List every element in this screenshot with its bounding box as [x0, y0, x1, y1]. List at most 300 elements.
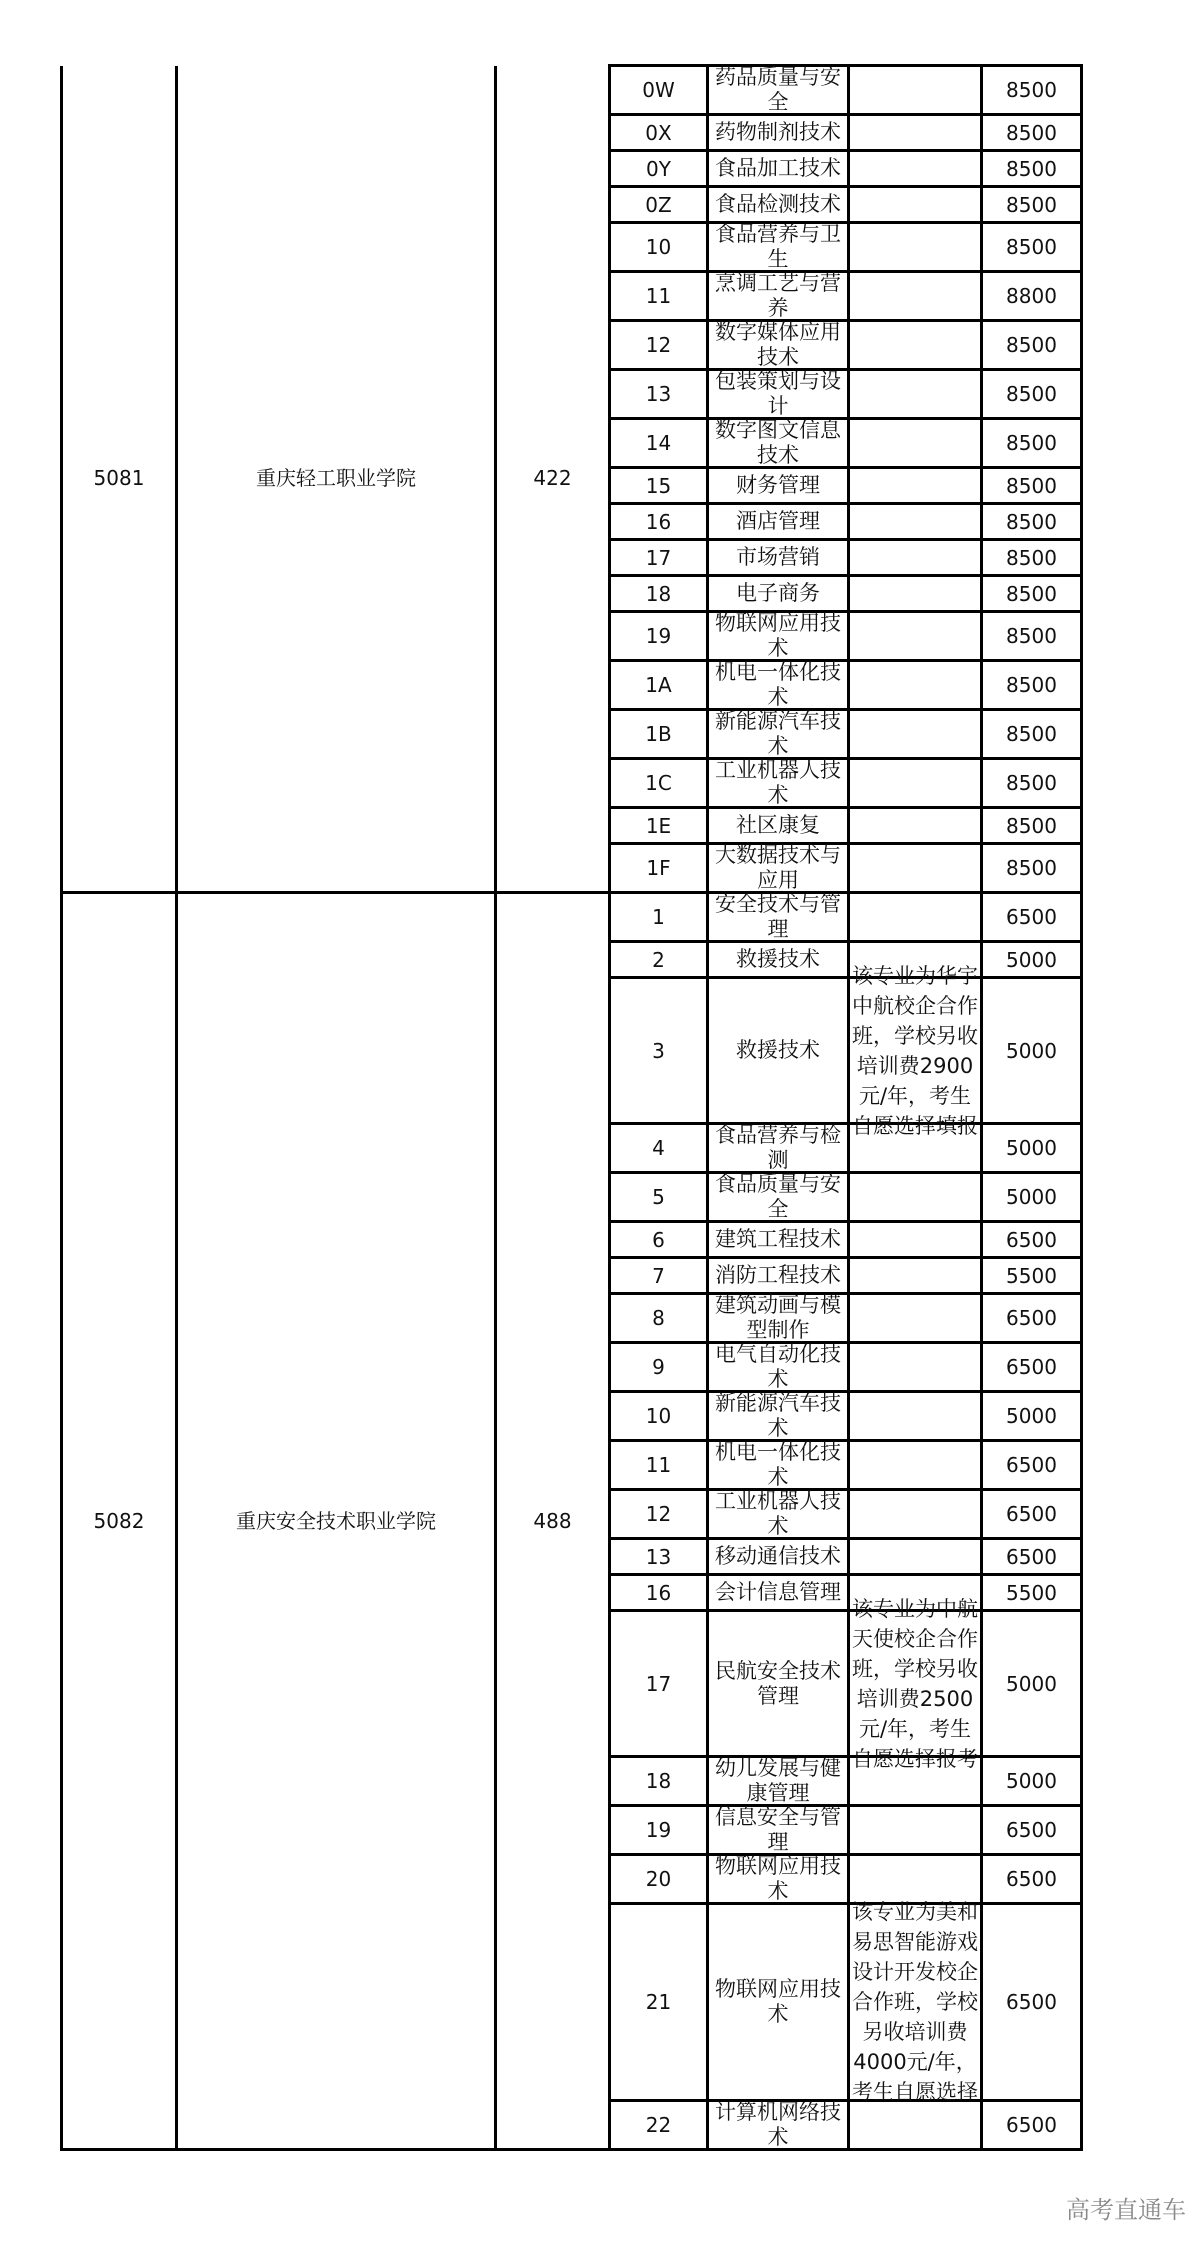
school-code [62, 66, 177, 893]
major-note-text [850, 662, 980, 708]
major-fee [982, 187, 1082, 223]
major-code [610, 321, 708, 370]
major-note-text [850, 1393, 980, 1439]
major-name-text: 安全技术与管理 [715, 892, 841, 941]
school-name [177, 893, 496, 2150]
major-code-text: 10 [645, 1404, 672, 1428]
major-name-text: 新能源汽车技术 [715, 1391, 841, 1440]
major-name-text: 救援技术 [736, 947, 820, 971]
major-code-text: 17 [645, 1671, 672, 1696]
major-fee [982, 468, 1082, 504]
major-fee [982, 1757, 1082, 1806]
major-name-text: 财务管理 [736, 473, 820, 497]
major-code-text: 16 [645, 1580, 672, 1605]
major-note-text [850, 224, 980, 270]
major-note-text: 该专业为华宇中航校企合作班，学校另收培训费2900元/年，考生自愿选择填报 [852, 963, 978, 1138]
major-name-text: 物联网应用技术 [715, 1854, 841, 1903]
major-fee [982, 612, 1082, 661]
major-name-text: 大数据技术与应用 [715, 843, 841, 892]
major-name [708, 1441, 849, 1490]
major-note [849, 661, 982, 710]
major-fee-text: 8500 [1006, 78, 1057, 102]
major-code-text: 1C [645, 771, 672, 795]
major-note-text [850, 469, 980, 502]
major-fee-text: 6500 [1006, 1990, 1057, 2014]
school-plan-text: 422 [533, 466, 572, 491]
major-name [708, 942, 849, 978]
major-name-text: 食品营养与检测 [715, 1123, 841, 1172]
major-note [849, 1343, 982, 1392]
major-fee [982, 66, 1082, 115]
major-name [708, 576, 849, 612]
major-note-text [850, 1344, 980, 1390]
major-fee-text: 5000 [1006, 1038, 1057, 1063]
major-note [849, 963, 982, 1138]
major-fee [982, 808, 1082, 844]
major-name [708, 1343, 849, 1392]
major-name-text: 食品质量与安全 [715, 1172, 841, 1221]
major-name [708, 978, 849, 1124]
major-note-text [850, 1491, 980, 1537]
major-code-text: 19 [645, 624, 672, 648]
major-fee-text: 6500 [1006, 2113, 1057, 2137]
major-name [708, 1392, 849, 1441]
major-name [708, 1124, 849, 1173]
major-note [849, 612, 982, 661]
major-code-text: 17 [645, 545, 672, 570]
major-fee-text: 5000 [1006, 1769, 1057, 1793]
major-note [849, 710, 982, 759]
major-code [610, 272, 708, 321]
school-code [62, 893, 177, 2150]
major-code-text: 16 [645, 509, 672, 534]
major-code [610, 1904, 708, 2101]
major-note-text [850, 1807, 980, 1853]
major-fee [982, 1575, 1082, 1611]
major-name [708, 540, 849, 576]
major-name-text: 电子商务 [736, 581, 820, 605]
major-code [610, 66, 708, 115]
school-name [177, 66, 496, 893]
major-note-text [850, 1295, 980, 1341]
major-note [849, 1900, 982, 2104]
major-note [849, 759, 982, 808]
major-name [708, 1904, 849, 2101]
major-note-text [850, 1856, 980, 1902]
major-note-text [850, 371, 980, 417]
major-code-text: 4 [652, 1136, 665, 1160]
major-name-text: 移动通信技术 [715, 1544, 841, 1568]
major-note-text [850, 2102, 980, 2148]
major-fee [982, 1124, 1082, 1173]
major-fee-text: 6500 [1006, 1306, 1057, 1330]
major-code [610, 1392, 708, 1441]
major-fee [982, 370, 1082, 419]
major-code [610, 942, 708, 978]
major-note-text [850, 1442, 980, 1488]
major-fee [982, 661, 1082, 710]
major-note [849, 1490, 982, 1539]
major-name-text: 新能源汽车技术 [715, 709, 841, 758]
major-name-text: 药物制剂技术 [715, 120, 841, 144]
major-name [708, 661, 849, 710]
major-name-text: 物联网应用技术 [715, 611, 841, 660]
major-fee-text: 8500 [1006, 382, 1057, 406]
major-name [708, 759, 849, 808]
major-fee-text: 8500 [1006, 473, 1057, 498]
major-name-text: 包装策划与设计 [715, 369, 841, 418]
major-name-text: 消防工程技术 [715, 1263, 841, 1287]
major-code-text: 2 [652, 947, 665, 972]
major-code [610, 151, 708, 187]
major-name [708, 187, 849, 223]
major-fee [982, 1343, 1082, 1392]
major-fee-text: 6500 [1006, 1867, 1057, 1891]
major-fee-text: 8500 [1006, 120, 1057, 145]
major-fee [982, 1806, 1082, 1855]
major-name [708, 612, 849, 661]
major-fee-text: 6500 [1006, 1502, 1057, 1526]
major-note-text [850, 1223, 980, 1256]
major-code [610, 844, 708, 893]
major-code [610, 893, 708, 942]
major-fee-text: 8500 [1006, 545, 1057, 570]
major-name [708, 115, 849, 151]
major-code [610, 759, 708, 808]
major-name [708, 808, 849, 844]
major-note-text [850, 760, 980, 806]
major-code-text: 12 [645, 333, 672, 357]
major-fee [982, 1222, 1082, 1258]
major-code [610, 576, 708, 612]
major-fee-text: 6500 [1006, 1544, 1057, 1569]
major-code [610, 2101, 708, 2150]
major-fee [982, 1173, 1082, 1222]
major-fee [982, 844, 1082, 893]
major-note-text [850, 809, 980, 842]
major-code [610, 1539, 708, 1575]
major-note-text [850, 1540, 980, 1573]
major-note [849, 2101, 982, 2150]
major-code-text: 7 [652, 1263, 665, 1288]
major-fee [982, 321, 1082, 370]
major-name [708, 272, 849, 321]
major-fee [982, 1392, 1082, 1441]
major-note-text: 该专业为中航天使校企合作班，学校另收培训费2500元/年，考生自愿选择报考 [852, 1596, 978, 1771]
major-name [708, 504, 849, 540]
major-fee [982, 504, 1082, 540]
major-code-text: 0X [645, 120, 672, 145]
major-note [849, 1294, 982, 1343]
major-fee [982, 1294, 1082, 1343]
major-fee-text: 8500 [1006, 856, 1057, 880]
major-code [610, 540, 708, 576]
major-name-text: 幼儿发展与健康管理 [715, 1756, 841, 1805]
major-name [708, 1222, 849, 1258]
major-name [708, 1855, 849, 1904]
major-code [610, 1855, 708, 1904]
major-name [708, 66, 849, 115]
school-code-text: 5081 [93, 466, 145, 491]
major-code [610, 370, 708, 419]
major-note-text [850, 1259, 980, 1292]
major-fee [982, 710, 1082, 759]
major-fee-text: 8500 [1006, 722, 1057, 746]
major-fee-text: 6500 [1006, 1227, 1057, 1252]
major-fee [982, 978, 1082, 1124]
major-fee-text: 5500 [1006, 1263, 1057, 1288]
major-note-text [850, 420, 980, 466]
major-note-text [850, 613, 980, 659]
major-fee [982, 576, 1082, 612]
major-name-text: 建筑动画与模型制作 [715, 1293, 841, 1342]
major-code-text: 11 [645, 284, 672, 308]
major-fee-text: 6500 [1006, 1818, 1057, 1842]
major-fee-text: 8500 [1006, 509, 1057, 534]
major-note-text: 该专业为美和易思智能游戏设计开发校企合作班，学校另收培训费4000元/年，考生自愿选择 [852, 1900, 978, 2104]
school-name-text: 重庆轻工职业学院 [256, 466, 416, 491]
school-name-text: 重庆安全技术职业学院 [236, 1509, 436, 1533]
major-code [610, 1343, 708, 1392]
major-fee [982, 1904, 1082, 2101]
major-fee [982, 151, 1082, 187]
major-note-text [850, 188, 980, 221]
major-note [849, 419, 982, 468]
major-code-text: 13 [645, 1544, 672, 1569]
major-code [610, 710, 708, 759]
major-note [849, 321, 982, 370]
major-code-text: 19 [645, 1818, 672, 1842]
major-fee [982, 2101, 1082, 2150]
major-name [708, 1173, 849, 1222]
major-note [849, 115, 982, 151]
major-code [610, 1490, 708, 1539]
major-code-text: 15 [645, 473, 672, 498]
major-note-text [850, 273, 980, 319]
major-note [849, 1173, 982, 1222]
major-code [610, 1575, 708, 1611]
major-name-text: 民航安全技术管理 [715, 1658, 841, 1708]
major-fee-text: 8800 [1006, 284, 1057, 308]
major-fee-text: 5000 [1006, 1404, 1057, 1428]
table-row [62, 66, 1082, 115]
major-code [610, 419, 708, 468]
major-note [849, 66, 982, 115]
major-code-text: 22 [645, 2113, 672, 2137]
major-code [610, 468, 708, 504]
major-fee [982, 759, 1082, 808]
major-code-text: 1F [646, 856, 671, 880]
major-code-text: 21 [645, 1990, 672, 2014]
major-code-text: 1E [645, 813, 672, 838]
major-fee-text: 8500 [1006, 235, 1057, 259]
major-code-text: 20 [645, 1867, 672, 1891]
major-fee-text: 5000 [1006, 1185, 1057, 1209]
major-fee-text: 8500 [1006, 581, 1057, 606]
major-code [610, 1124, 708, 1173]
major-name [708, 1294, 849, 1343]
major-note [849, 1441, 982, 1490]
major-note [849, 1596, 982, 1771]
major-name [708, 1258, 849, 1294]
major-note [849, 468, 982, 504]
major-note [849, 1806, 982, 1855]
major-note-text [850, 577, 980, 610]
major-code-text: 12 [645, 1502, 672, 1526]
major-name [708, 1575, 849, 1611]
major-note [849, 808, 982, 844]
major-code-text: 8 [652, 1306, 665, 1330]
school-plan [496, 893, 610, 2150]
major-fee [982, 1490, 1082, 1539]
major-fee-text: 5000 [1006, 947, 1057, 972]
major-code-text: 1 [652, 905, 665, 929]
major-name [708, 223, 849, 272]
major-code-text: 18 [645, 581, 672, 606]
major-note [849, 540, 982, 576]
major-code-text: 18 [645, 1769, 672, 1793]
major-fee [982, 1611, 1082, 1757]
major-name-text: 建筑工程技术 [715, 1227, 841, 1251]
major-code-text: 5 [652, 1185, 665, 1209]
major-note-text [850, 845, 980, 891]
major-fee [982, 115, 1082, 151]
major-note [849, 1222, 982, 1258]
major-note [849, 272, 982, 321]
major-fee-text: 8500 [1006, 624, 1057, 648]
school-plan [496, 66, 610, 893]
major-note-text [850, 541, 980, 574]
major-name [708, 1806, 849, 1855]
major-code-text: 1B [645, 722, 672, 746]
major-note [849, 1392, 982, 1441]
major-fee-text: 8500 [1006, 813, 1057, 838]
watermark: 高考直通车 [1066, 2196, 1186, 2224]
major-code [610, 1173, 708, 1222]
major-fee [982, 893, 1082, 942]
major-name [708, 2101, 849, 2150]
major-code [610, 504, 708, 540]
major-code [610, 1222, 708, 1258]
major-fee [982, 1855, 1082, 1904]
major-fee-text: 8500 [1006, 431, 1057, 455]
major-name-text: 数字图文信息技术 [715, 418, 841, 467]
major-fee [982, 1539, 1082, 1575]
major-code-text: 9 [652, 1355, 665, 1379]
major-name-text: 数字媒体应用技术 [715, 320, 841, 369]
major-note-text [850, 711, 980, 757]
major-fee-text: 6500 [1006, 1355, 1057, 1379]
major-name [708, 468, 849, 504]
major-note-text [850, 67, 980, 113]
major-code [610, 612, 708, 661]
major-name-text: 食品检测技术 [715, 192, 841, 216]
major-name [708, 1539, 849, 1575]
major-fee [982, 540, 1082, 576]
major-code-text: 0Z [645, 192, 672, 217]
major-code-text: 1A [645, 673, 672, 697]
major-note-text [850, 505, 980, 538]
major-name-text: 电气自动化技术 [715, 1342, 841, 1391]
major-code [610, 661, 708, 710]
major-name [708, 893, 849, 942]
major-note [849, 370, 982, 419]
enrollment-table [60, 64, 1083, 2151]
major-code-text: 13 [645, 382, 672, 406]
major-name-text: 食品加工技术 [715, 156, 841, 180]
major-note-text [850, 152, 980, 185]
table-row [62, 893, 1082, 942]
major-name [708, 321, 849, 370]
major-name-text: 机电一体化技术 [715, 660, 841, 709]
major-fee-text: 8500 [1006, 673, 1057, 697]
major-code [610, 1806, 708, 1855]
major-note [849, 504, 982, 540]
major-fee-text: 8500 [1006, 156, 1057, 181]
major-fee [982, 419, 1082, 468]
major-code-text: 10 [645, 235, 672, 259]
major-code-text: 6 [652, 1227, 665, 1252]
major-name [708, 710, 849, 759]
major-note [849, 893, 982, 942]
major-name-text: 会计信息管理 [715, 1580, 841, 1604]
major-code-text: 11 [645, 1453, 672, 1477]
major-name [708, 1611, 849, 1757]
major-note-text [850, 894, 980, 940]
major-note [849, 1539, 982, 1575]
major-name-text: 药品质量与安全 [715, 65, 841, 114]
major-fee-text: 5500 [1006, 1580, 1057, 1605]
major-name-text: 机电一体化技术 [715, 1440, 841, 1489]
major-name-text: 市场营销 [736, 545, 820, 569]
school-code-text: 5082 [93, 1509, 145, 1533]
major-name-text: 物联网应用技术 [715, 1977, 841, 2026]
major-code [610, 1611, 708, 1757]
major-code-text: 14 [645, 431, 672, 455]
major-fee-text: 5000 [1006, 1136, 1057, 1160]
major-name-text: 酒店管理 [736, 509, 820, 533]
major-note-text [850, 322, 980, 368]
major-note-text [850, 116, 980, 149]
major-code [610, 223, 708, 272]
major-name-text: 工业机器人技术 [715, 758, 841, 807]
major-code [610, 187, 708, 223]
major-fee [982, 223, 1082, 272]
major-name [708, 370, 849, 419]
major-fee-text: 8500 [1006, 333, 1057, 357]
major-fee-text: 5000 [1006, 1671, 1057, 1696]
major-code [610, 808, 708, 844]
major-code [610, 1441, 708, 1490]
major-code-text: 0W [642, 78, 675, 102]
major-code [610, 115, 708, 151]
major-note [849, 576, 982, 612]
major-note [849, 187, 982, 223]
major-name-text: 救援技术 [736, 1038, 820, 1062]
major-name [708, 419, 849, 468]
major-fee-text: 8500 [1006, 192, 1057, 217]
major-name [708, 151, 849, 187]
major-name-text: 工业机器人技术 [715, 1489, 841, 1538]
major-name-text: 计算机网络技术 [715, 2100, 841, 2149]
major-fee-text: 8500 [1006, 771, 1057, 795]
major-name-text: 烹调工艺与营养 [715, 271, 841, 320]
major-fee [982, 1258, 1082, 1294]
major-code [610, 978, 708, 1124]
major-code [610, 1294, 708, 1343]
major-fee [982, 1441, 1082, 1490]
major-fee-text: 6500 [1006, 905, 1057, 929]
